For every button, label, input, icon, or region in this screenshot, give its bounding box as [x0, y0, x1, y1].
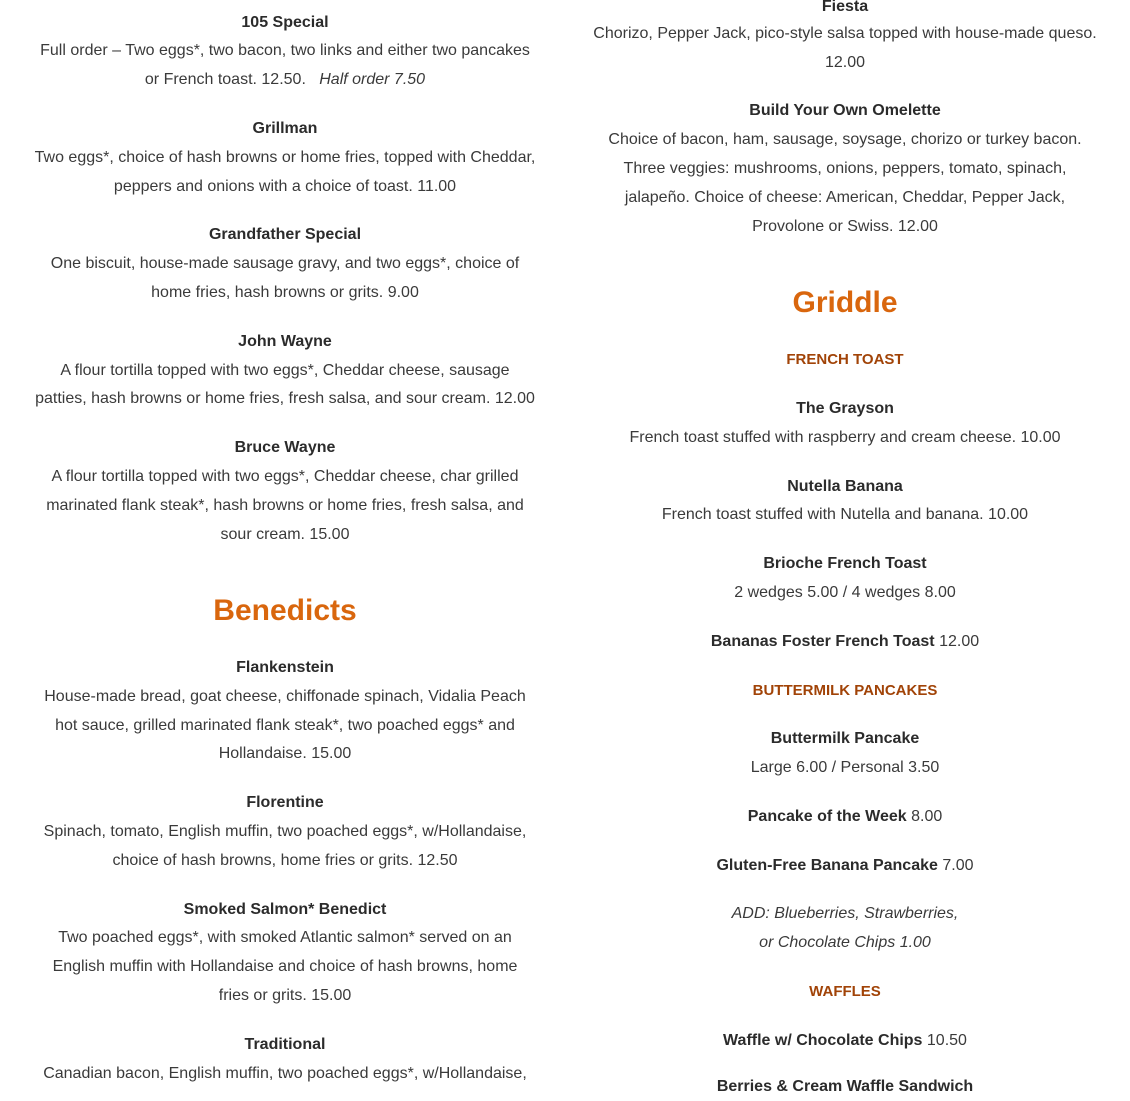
item-desc-flankenstein-line2: hot sauce, grilled marinated flank steak*, two poached eggs* and	[55, 717, 515, 734]
item-desc-grandfather-line2: home fries, hash browns or grits. 9.00	[151, 284, 419, 301]
menu-column-right	[590, 0, 1100, 1095]
item-desc-flankenstein-line1: House-made bread, goat cheese, chiffonade spinach, Vidalia Peach	[44, 688, 526, 705]
item-desc-flankenstein-line3: Hollandaise. 15.00	[218, 745, 352, 762]
item-desc-fiesta-line2: 12.00	[824, 54, 866, 71]
item-title-waffle-chocolate-chips: Waffle w/ Chocolate Chips	[723, 1032, 923, 1049]
subsection-heading-french-toast: FRENCH TOAST	[786, 351, 904, 368]
item-price-gluten-free-banana-pancake: 7.00	[942, 857, 974, 874]
item-price-bananas-foster: 12.00	[939, 633, 980, 650]
item-title-gluten-free-banana-pancake: Gluten-Free Banana Pancake	[716, 857, 938, 874]
item-title-florentine: Florentine	[246, 794, 324, 811]
item-desc-john-wayne-line2: patties, hash browns or home fries, fresh salsa, and sour cream. 12.00	[35, 390, 535, 407]
item-desc-bruce-wayne-line1: A flour tortilla topped with two eggs*, Cheddar cheese, char grilled	[51, 468, 519, 485]
item-desc-traditional-line1: Canadian bacon, English muffin, two poached eggs*, w/Hollandaise,	[43, 1065, 527, 1082]
item-gluten-free-banana-pancake	[590, 851, 1100, 880]
item-desc-brioche-french-toast: 2 wedges 5.00 / 4 wedges 8.00	[734, 584, 956, 601]
subsection-heading-buttermilk-pancakes: BUTTERMILK PANCAKES	[752, 682, 938, 699]
item-desc-the-grayson: French toast stuffed with raspberry and cream cheese. 10.00	[629, 429, 1061, 446]
item-title-berries-cream-waffle-sandwich: Berries & Cream Waffle Sandwich	[716, 1078, 974, 1095]
item-title-grillman: Grillman	[252, 120, 318, 137]
section-heading-benedicts: Benedicts	[213, 594, 357, 627]
item-pancake-of-the-week	[590, 802, 1100, 831]
item-desc-omelette-line2: Three veggies: mushrooms, onions, peppers, tomato, spinach,	[623, 160, 1067, 177]
item-desc-105-special-line2	[30, 65, 540, 94]
item-desc-omelette-line1: Choice of bacon, ham, sausage, soysage, chorizo or turkey bacon.	[608, 131, 1082, 148]
item-title-brioche-french-toast: Brioche French Toast	[763, 555, 927, 572]
item-desc-105-special-line1: Full order – Two eggs*, two bacon, two links and either two pancakes	[40, 42, 530, 59]
item-title-the-grayson: The Grayson	[796, 400, 894, 417]
item-title-build-your-own-omelette: Build Your Own Omelette	[749, 102, 941, 119]
item-desc-smoked-salmon-line3: fries or grits. 15.00	[218, 987, 352, 1004]
item-desc-grillman-line1: Two eggs*, choice of hash browns or home fries, topped with Cheddar,	[34, 149, 536, 166]
item-title-105-special: 105 Special	[241, 14, 329, 31]
item-title-bananas-foster: Bananas Foster French Toast	[710, 633, 935, 650]
item-title-flankenstein: Flankenstein	[236, 659, 334, 676]
menu-column-left	[30, 0, 540, 1091]
item-desc-buttermilk-pancake: Large 6.00 / Personal 3.50	[750, 759, 940, 776]
item-title-pancake-of-the-week: Pancake of the Week	[747, 808, 907, 825]
item-title-bruce-wayne: Bruce Wayne	[234, 439, 336, 456]
item-desc-john-wayne-line1: A flour tortilla topped with two eggs*, Cheddar cheese, sausage	[60, 362, 510, 379]
item-desc-fiesta-line1: Chorizo, Pepper Jack, pico-style salsa topped with house-made queso.	[593, 25, 1097, 42]
item-bananas-foster	[590, 627, 1100, 656]
item-desc-bruce-wayne-line2: marinated flank steak*, hash browns or home fries, fresh salsa, and	[46, 497, 524, 514]
item-title-nutella-banana: Nutella Banana	[787, 478, 903, 495]
item-title-smoked-salmon-benedict: Smoked Salmon* Benedict	[183, 901, 387, 918]
item-desc-smoked-salmon-line1: Two poached eggs*, with smoked Atlantic salmon* served on an	[58, 929, 512, 946]
item-desc-105-special-text: or French toast. 12.50.	[144, 71, 306, 88]
add-on-note-line2: or Chocolate Chips 1.00	[759, 934, 931, 951]
item-desc-smoked-salmon-line2: English muffin with Hollandaise and choice of hash browns, home	[52, 958, 518, 975]
half-order-note: Half order 7.50	[319, 71, 426, 88]
item-price-waffle-chocolate-chips: 10.50	[926, 1032, 967, 1049]
item-desc-florentine-line1: Spinach, tomato, English muffin, two poached eggs*, w/Hollandaise,	[43, 823, 527, 840]
item-title-fiesta: Fiesta	[821, 0, 869, 15]
add-on-note-line1: ADD: Blueberries, Strawberries,	[731, 905, 959, 922]
item-title-buttermilk-pancake: Buttermilk Pancake	[770, 730, 920, 747]
item-desc-bruce-wayne-line3: sour cream. 15.00	[220, 526, 350, 543]
item-desc-florentine-line2: choice of hash browns, home fries or grits. 12.50	[112, 852, 458, 869]
item-title-grandfather-special: Grandfather Special	[208, 226, 362, 243]
item-desc-omelette-line4: Provolone or Swiss. 12.00	[752, 218, 938, 235]
section-heading-griddle: Griddle	[792, 286, 898, 319]
item-title-traditional: Traditional	[244, 1036, 326, 1053]
item-title-john-wayne: John Wayne	[238, 333, 332, 350]
item-price-pancake-of-the-week: 8.00	[911, 808, 943, 825]
subsection-heading-waffles: WAFFLES	[809, 983, 881, 1000]
item-desc-grillman-line2: peppers and onions with a choice of toast. 11.00	[113, 178, 457, 195]
item-desc-grandfather-line1: One biscuit, house-made sausage gravy, and two eggs*, choice of	[50, 255, 520, 272]
item-waffle-chocolate-chips	[590, 1026, 1100, 1055]
item-desc-omelette-line3: jalapeño. Choice of cheese: American, Cheddar, Pepper Jack,	[624, 189, 1066, 206]
item-desc-nutella-banana: French toast stuffed with Nutella and banana. 10.00	[661, 506, 1029, 523]
